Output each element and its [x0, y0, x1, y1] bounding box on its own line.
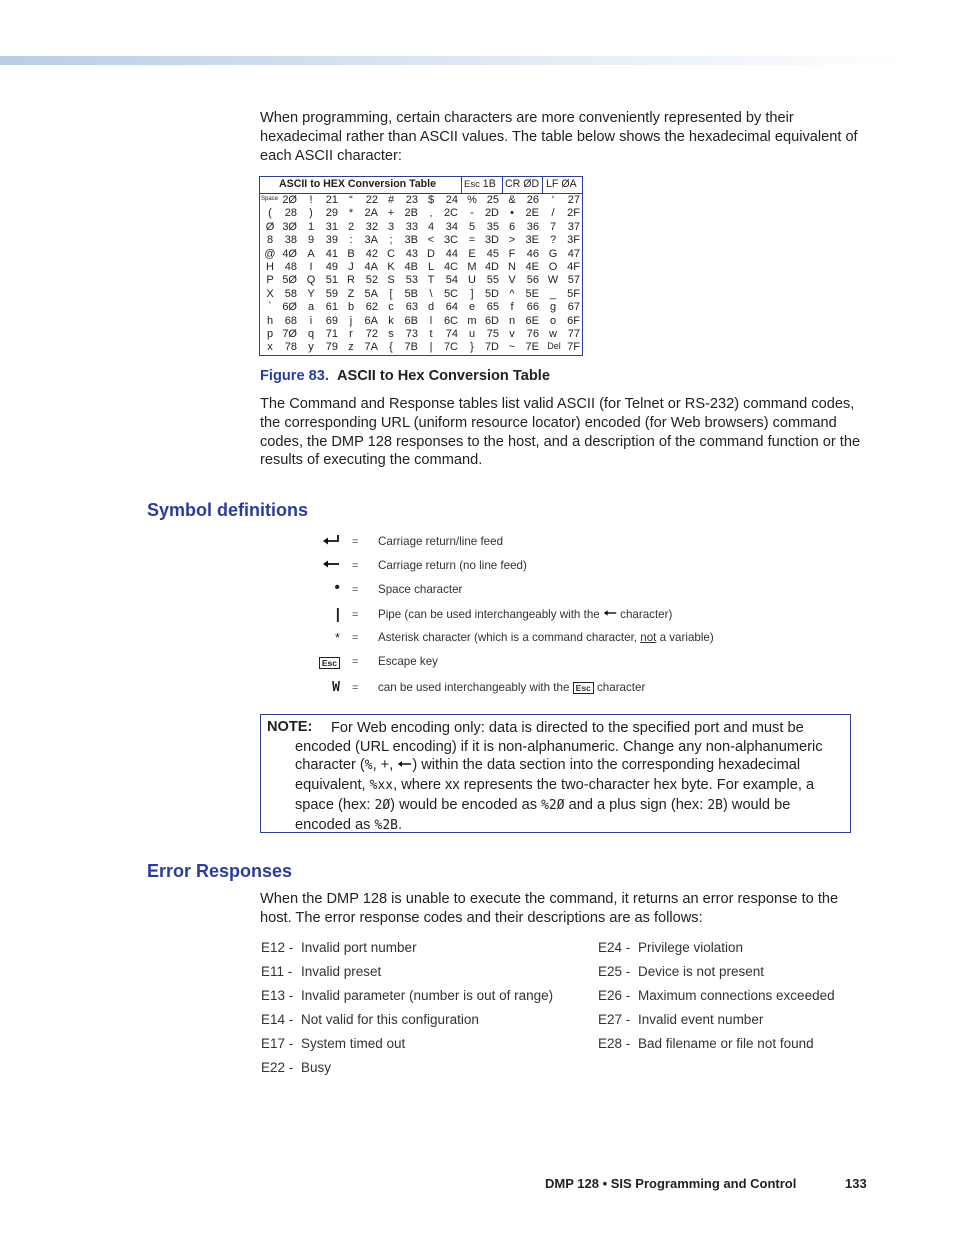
- ascii-char: +: [387, 207, 395, 220]
- ascii-hex: 44: [445, 247, 458, 260]
- ascii-table-row: [260, 261, 582, 274]
- error-code: E25 -: [598, 964, 631, 979]
- error-item: [261, 940, 417, 955]
- error-code: E13 -: [261, 988, 294, 1003]
- symbol-row-crlf: = Carriage return/line feed: [300, 534, 860, 554]
- ascii-hex: 67: [567, 301, 580, 314]
- ascii-char: *: [348, 207, 354, 220]
- ascii-char: k: [388, 314, 394, 327]
- ascii-hex: 3D: [484, 234, 499, 247]
- ascii-char: N: [508, 261, 516, 273]
- ascii-char: ~: [508, 341, 516, 354]
- error-intro-paragraph: When the DMP 128 is unable to execute the command, it returns an error response to the host. The error response codes and their descriptions are as follows:: [260, 891, 839, 926]
- ascii-char: j: [349, 314, 353, 327]
- ascii-char: t: [429, 328, 433, 340]
- note-label: NOTE:: [267, 719, 313, 735]
- ascii-char: _: [549, 287, 557, 300]
- error-description: Invalid event number: [638, 1012, 764, 1027]
- ascii-char: a: [307, 301, 315, 314]
- ascii-hex: 6B: [404, 314, 418, 327]
- carriage-return-line-feed-icon: [300, 534, 340, 549]
- ascii-char: n: [508, 314, 516, 327]
- ascii-hex: 2A: [364, 207, 378, 220]
- ascii-hex: 65: [486, 301, 499, 314]
- ascii-char: ^: [509, 287, 515, 300]
- ascii-char: l: [429, 314, 433, 327]
- ascii-table-row: [260, 248, 582, 261]
- ascii-char: \: [429, 287, 433, 300]
- ascii-char: e: [468, 301, 476, 314]
- ascii-hex: 56: [526, 274, 539, 287]
- ascii-hex: 4B: [404, 261, 418, 273]
- ascii-hex: 2B: [404, 207, 418, 220]
- error-description: Invalid preset: [301, 964, 382, 979]
- ascii-hex: 78: [284, 341, 297, 354]
- ascii-hex: 4C: [443, 261, 458, 273]
- ascii-char: 8: [266, 234, 274, 247]
- error-item: [598, 988, 835, 1003]
- ascii-char: J: [348, 261, 354, 273]
- ascii-char: h: [266, 314, 274, 327]
- ascii-hex: 5A: [364, 287, 378, 300]
- ascii-char: m: [467, 314, 477, 327]
- ascii-hex: 35: [486, 220, 499, 233]
- ascii-hex: 74: [445, 328, 458, 340]
- error-code: E26 -: [598, 988, 631, 1003]
- error-responses-heading: Error Responses: [147, 861, 293, 881]
- ascii-char: X: [266, 287, 274, 300]
- ascii-char: W: [547, 274, 559, 287]
- ascii-hex: 24: [445, 194, 458, 206]
- ascii-char: ‘: [551, 194, 555, 206]
- ascii-char: I: [309, 261, 313, 273]
- ascii-hex: 7Ø: [282, 328, 297, 340]
- ascii-char: O: [548, 261, 558, 273]
- ascii-table-grid: [260, 194, 582, 355]
- error-code: E22 -: [261, 1060, 294, 1075]
- intro-paragraph: When programming, certain characters are more conveniently represented by their hexadecimal rather than ASCII values. The table below shows the hexadecimal equivalent of each ASCII character:: [260, 110, 858, 164]
- ascii-char: w: [549, 328, 557, 340]
- ascii-char: “: [349, 194, 353, 206]
- ascii-hex: 6F: [567, 314, 580, 327]
- ascii-hex: 32: [365, 220, 378, 233]
- ascii-char: [: [389, 287, 393, 300]
- ascii-hex: 5Ø: [282, 274, 297, 287]
- ascii-hex: 63: [405, 301, 418, 314]
- ascii-char: >: [508, 234, 516, 247]
- ascii-char: U: [468, 274, 476, 287]
- space-character-icon: •: [334, 579, 340, 596]
- ascii-hex: 6D: [484, 314, 499, 327]
- ascii-char: z: [348, 341, 354, 354]
- ascii-hex: 6C: [443, 314, 458, 327]
- ascii-hex: 6Ø: [282, 301, 297, 314]
- ascii-hex: 2D: [484, 207, 499, 220]
- ascii-hex: 6E: [525, 314, 539, 327]
- figure-title: ASCII to Hex Conversion Table: [336, 368, 550, 384]
- ascii-hex: 75: [486, 328, 499, 340]
- ascii-char: %: [467, 194, 477, 206]
- ascii-char: Del: [547, 341, 561, 352]
- footer-doc-title: DMP 128 • SIS Programming and Control: [545, 1176, 797, 1191]
- error-description: Invalid parameter (number is out of range): [301, 988, 554, 1003]
- ascii-char: x: [267, 341, 273, 354]
- ascii-hex: 59: [325, 287, 338, 300]
- ascii-hex: 2C: [443, 207, 458, 220]
- ascii-hex: 76: [526, 328, 539, 340]
- ascii-char: 7: [549, 220, 557, 233]
- ascii-char: f: [510, 301, 514, 314]
- ascii-hex: 7B: [404, 341, 418, 354]
- ascii-char: r: [349, 328, 353, 340]
- ascii-hex: 37: [567, 220, 580, 233]
- ascii-hex: 45: [486, 247, 499, 260]
- ascii-char: ): [309, 207, 313, 220]
- ascii-char: `: [268, 301, 272, 314]
- ascii-hex: 5C: [443, 287, 458, 300]
- ascii-char: Y: [307, 287, 315, 300]
- ascii-table-header: [260, 177, 582, 194]
- error-description: Invalid port number: [301, 940, 417, 955]
- ascii-char: ‚: [429, 207, 433, 220]
- ascii-char: @: [264, 247, 276, 260]
- ascii-hex: 62: [365, 301, 378, 314]
- ascii-hex: 46: [526, 247, 539, 260]
- figure-caption: [260, 368, 550, 384]
- ascii-hex: 49: [325, 261, 338, 273]
- ascii-char: b: [347, 301, 355, 314]
- ascii-hex: 7C: [443, 341, 458, 354]
- ascii-char: F: [508, 247, 516, 260]
- ascii-hex: 4Ø: [282, 247, 297, 260]
- ascii-hex: 77: [567, 328, 580, 340]
- ascii-char: !: [309, 194, 313, 206]
- ascii-char: v: [509, 328, 515, 340]
- ascii-char: Z: [347, 287, 355, 300]
- ascii-table-row: [260, 341, 582, 354]
- ascii-hex: 34: [445, 220, 458, 233]
- error-code: E11 -: [261, 964, 293, 979]
- ascii-char: Space: [261, 196, 279, 202]
- error-code: E27 -: [598, 1012, 631, 1027]
- ascii-hex: 64: [445, 301, 458, 314]
- ascii-hex: 71: [325, 328, 338, 340]
- ascii-hex: 21: [325, 194, 338, 206]
- asterisk-icon: *: [334, 630, 340, 645]
- ascii-table-row: [260, 274, 582, 287]
- ascii-hex: 29: [325, 207, 338, 220]
- ascii-hex: 73: [405, 328, 418, 340]
- ascii-hex: 4E: [525, 261, 539, 273]
- ascii-table-row: [260, 234, 582, 247]
- figure-number: Figure 83.: [260, 368, 329, 384]
- carriage-return-icon: [603, 608, 617, 618]
- ascii-hex: 48: [284, 261, 297, 273]
- ascii-table-row: [260, 194, 582, 207]
- ascii-hex: 36: [526, 220, 539, 233]
- ascii-hex: 33: [405, 220, 418, 233]
- ascii-table-row: [260, 221, 582, 234]
- ascii-char: }: [470, 341, 474, 354]
- ascii-char: S: [387, 274, 395, 287]
- error-code: E24 -: [598, 940, 631, 955]
- ascii-char: C: [387, 247, 395, 260]
- ascii-hex: 3A: [364, 234, 378, 247]
- ascii-hex: 5E: [525, 287, 539, 300]
- error-description: Privilege violation: [638, 940, 744, 955]
- ascii-hex: 22: [365, 194, 378, 206]
- ascii-hex: 47: [567, 247, 580, 260]
- ascii-hex: 5F: [567, 287, 580, 300]
- ascii-table-row: [260, 315, 582, 328]
- note-text: For Web encoding only: data is directed to the specified port and must be encoded (URL encoding) if it is non-alphanumeric. Change any non-alphanumeric character (%, +, ) within the data section into the corresponding hexadecimal equivalent, %xx, where xx represents the two-character hex byte. For example, a space (hex: 2Ø) would be encoded as %2Ø and a plus sign (hex: 2B) would be encoded as %2B.: [295, 720, 823, 833]
- ascii-char: :: [349, 234, 353, 247]
- error-description: Busy: [301, 1060, 332, 1075]
- ascii-hex: 66: [526, 301, 539, 314]
- ascii-char: g: [549, 301, 557, 314]
- header-cr-label: CR ØD: [505, 178, 540, 190]
- error-item: [261, 964, 381, 979]
- error-description: Not valid for this configuration: [301, 1012, 479, 1027]
- ascii-char: {: [389, 341, 393, 354]
- ascii-char: •: [510, 207, 514, 220]
- ascii-char: #: [387, 194, 395, 206]
- carriage-return-icon: [300, 558, 340, 573]
- ascii-char: R: [347, 274, 355, 287]
- ascii-char: Q: [306, 274, 316, 287]
- ascii-hex-table: [259, 176, 583, 356]
- ascii-table-row: [260, 328, 582, 341]
- ascii-hex: 55: [486, 274, 499, 287]
- note-box: [260, 714, 851, 833]
- ascii-char: E: [468, 247, 476, 260]
- ascii-char: G: [548, 247, 558, 260]
- ascii-hex: 7E: [525, 341, 539, 354]
- error-description: Bad filename or file not found: [638, 1036, 814, 1051]
- symbol-row-escape: Esc = Escape key: [300, 654, 860, 674]
- ascii-char: ]: [470, 287, 474, 300]
- carriage-return-icon: [397, 759, 412, 769]
- ascii-char: &: [508, 194, 516, 206]
- ascii-char: i: [309, 314, 313, 327]
- symbol-row-space: • = Space character: [300, 582, 860, 602]
- ascii-hex: 3C: [443, 234, 458, 247]
- error-code: E14 -: [261, 1012, 294, 1027]
- ascii-hex: 58: [284, 287, 297, 300]
- ascii-hex: 26: [526, 194, 539, 206]
- ascii-hex: 5B: [404, 287, 418, 300]
- ascii-hex: 38: [284, 234, 297, 247]
- ascii-char: <: [427, 234, 435, 247]
- symbol-row-asterisk: * = Asterisk character (which is a command character, not a variable): [300, 630, 860, 650]
- error-description: Maximum connections exceeded: [638, 988, 835, 1003]
- header-esc-label: Esc 1B: [464, 178, 496, 190]
- ascii-char: M: [467, 261, 477, 273]
- ascii-char: P: [266, 274, 274, 287]
- ascii-hex: 27: [567, 194, 580, 206]
- symbol-row-pipe: | = Pipe (can be used interchangeably with the character): [300, 607, 860, 627]
- error-description: Device is not present: [638, 964, 765, 979]
- w-character-icon: W: [332, 680, 340, 695]
- ascii-hex: 43: [405, 247, 418, 260]
- ascii-hex: 4D: [484, 261, 499, 273]
- ascii-char: H: [266, 261, 274, 273]
- ascii-hex: 52: [365, 274, 378, 287]
- footer-page-number: 133: [845, 1176, 867, 1191]
- ascii-hex: 7F: [567, 341, 580, 354]
- error-item: [261, 1036, 405, 1051]
- ascii-hex: 79: [325, 341, 338, 354]
- ascii-char: u: [468, 328, 476, 340]
- ascii-hex: 6A: [364, 314, 378, 327]
- ascii-hex: 3B: [404, 234, 418, 247]
- ascii-char: A: [307, 247, 315, 260]
- ascii-char: /: [551, 207, 555, 220]
- ascii-char: -: [470, 207, 474, 220]
- ascii-hex: 69: [325, 314, 338, 327]
- error-code: E28 -: [598, 1036, 631, 1051]
- error-item: [261, 1012, 479, 1027]
- ascii-hex: 2E: [525, 207, 539, 220]
- error-item: [598, 964, 764, 979]
- ascii-hex: 4F: [567, 261, 580, 273]
- ascii-hex: 7A: [364, 341, 378, 354]
- ascii-char: B: [347, 247, 355, 260]
- ascii-hex: 68: [284, 314, 297, 327]
- error-item: [598, 1012, 763, 1027]
- ascii-char: c: [388, 301, 394, 314]
- ascii-table-row: [260, 288, 582, 301]
- ascii-hex: 42: [365, 247, 378, 260]
- error-code: E17 -: [261, 1036, 294, 1051]
- ascii-char: d: [427, 301, 435, 314]
- ascii-char: L: [427, 261, 435, 273]
- ascii-hex: 53: [405, 274, 418, 287]
- pipe-icon: |: [335, 606, 340, 623]
- ascii-char: 1: [307, 220, 315, 233]
- ascii-char: 4: [427, 220, 435, 233]
- ascii-char: p: [266, 328, 274, 340]
- ascii-char: (: [268, 207, 272, 220]
- ascii-hex: 25: [486, 194, 499, 206]
- ascii-char: D: [427, 247, 435, 260]
- ascii-char: 3: [387, 220, 395, 233]
- error-description: System timed out: [301, 1036, 406, 1051]
- ascii-hex: 72: [365, 328, 378, 340]
- ascii-hex: 2Ø: [282, 194, 297, 206]
- ascii-hex: 4A: [364, 261, 378, 273]
- ascii-hex: 51: [325, 274, 338, 287]
- error-item: [598, 940, 743, 955]
- ascii-hex: 39: [325, 234, 338, 247]
- header-lf-label: LF ØA: [546, 178, 577, 190]
- ascii-hex: 61: [325, 301, 338, 314]
- ascii-hex: 7D: [484, 341, 499, 354]
- ascii-char: 2: [347, 220, 355, 233]
- ascii-char: 9: [307, 234, 315, 247]
- error-item: [261, 988, 553, 1003]
- ascii-char: o: [549, 314, 557, 327]
- escape-key-icon: Esc: [573, 682, 594, 694]
- ascii-table-row: [260, 301, 582, 314]
- escape-key-icon: Esc: [319, 657, 340, 669]
- symbol-row-cr: = Carriage return (no line feed): [300, 558, 860, 578]
- ascii-char: y: [308, 341, 314, 354]
- command-response-paragraph: The Command and Response tables list valid ASCII (for Telnet or RS-232) command codes, the corresponding URL (uniform resource locator) encoded (for Web browsers) command codes, the DMP 128 responses to the host, and a description of the command function or the results of executing the command.: [260, 396, 861, 469]
- ascii-char: |: [429, 341, 433, 354]
- ascii-hex: 31: [325, 220, 338, 233]
- symbol-row-w: W = can be used interchangeably with the Esc character: [300, 680, 860, 700]
- ascii-char: s: [388, 328, 394, 340]
- ascii-char: ;: [389, 234, 393, 247]
- ascii-char: K: [387, 261, 395, 273]
- ascii-hex: 54: [445, 274, 458, 287]
- ascii-hex: 57: [567, 274, 580, 287]
- ascii-char: 5: [468, 220, 476, 233]
- ascii-hex: 28: [284, 207, 297, 220]
- error-item: [261, 1060, 331, 1075]
- ascii-char: ?: [549, 234, 557, 247]
- header-bar: [0, 56, 954, 65]
- ascii-hex: 41: [325, 247, 338, 260]
- ascii-char: T: [427, 274, 435, 287]
- ascii-char: V: [508, 274, 516, 287]
- ascii-hex: 3F: [567, 234, 580, 247]
- error-item: [598, 1036, 814, 1051]
- ascii-hex: 5D: [484, 287, 499, 300]
- ascii-hex: 23: [405, 194, 418, 206]
- ascii-char: $: [427, 194, 435, 206]
- ascii-hex: 2F: [567, 207, 580, 220]
- symbol-definitions-heading: Symbol definitions: [147, 500, 309, 520]
- ascii-table-title: ASCII to HEX Conversion Table: [279, 178, 436, 190]
- ascii-char: =: [468, 234, 476, 247]
- error-code: E12 -: [261, 940, 294, 955]
- ascii-hex: 3Ø: [282, 220, 297, 233]
- ascii-table-row: [260, 207, 582, 220]
- ascii-hex: 3E: [525, 234, 539, 247]
- ascii-char: q: [307, 328, 315, 340]
- ascii-char: 6: [508, 220, 516, 233]
- ascii-char: Ø: [265, 220, 275, 233]
